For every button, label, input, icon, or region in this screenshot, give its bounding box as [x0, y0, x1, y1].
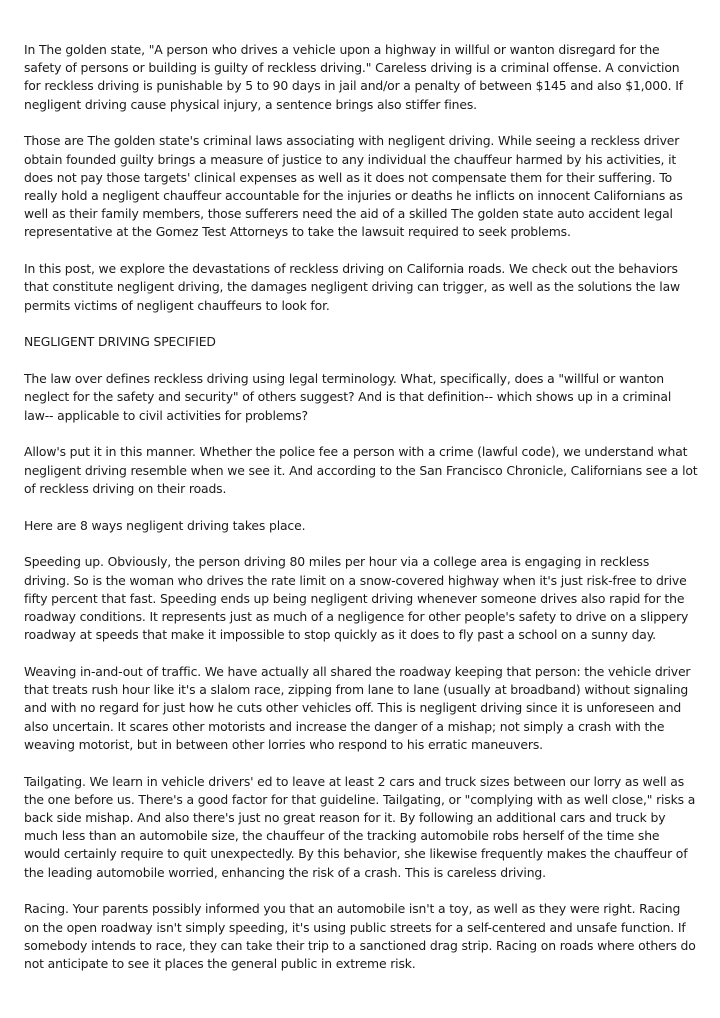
paragraph-weaving: Weaving in-and-out of traffic. We have actually all shared the roadway keeping that person: the vehicle driver that treats rush hour like it's a slalom race, zipping from lane to lane (usually at broadband) without signaling and with no regard for just how he cuts other vehicles off. This is negligent driving since it is unforeseen and also uncertain. It scares other motorists and increase the danger of a mishap; not simply a crash with the weaving motorist, but in between other lorries who respond to his erratic maneuvers.: [24, 664, 691, 752]
paragraph-intro: In The golden state, "A person who drives a vehicle upon a highway in willful or wanton disregard for the safety of persons or building is guilty of reckless driving." Careless driving is a criminal offense. A conviction for reckless driving is punishable by 5 to 90 days in jail and/or a penalty of between $145 and also $1,000. If negligent driving cause physical injury, a sentence brings also stiffer fines.: [24, 42, 683, 112]
paragraph-manner: Allow's put it in this manner. Whether the police fee a person with a crime (lawful code), we understand what negligent driving resemble when we see it. And according to the San Francisco Chronicle, Californians see a lot of reckless driving on their roads.: [24, 444, 698, 496]
paragraph-racing: Racing. Your parents possibly informed you that an automobile isn't a toy, as well as they were right. Racing on the open roadway isn't simply speeding, it's using public streets for a self-centered and unsafe function. If somebody intends to race, they can take their trip to a sanctioned drag strip. Racing on roads where others do not anticipate to see it places the general public in extreme risk.: [24, 901, 696, 972]
paragraph-criminal-laws: Those are The golden state's criminal laws associating with negligent driving. While seeing a reckless driver obtain founded guilty brings a measure of justice to any individual the chauffeur harmed by his activities, it does not pay those targets' clinical expenses as well as it does not compensate them for their suffering. To really hold a negligent chauffeur accountable for the injuries or deaths he inflicts on innocent Californians as well as their family members, those sufferers need the aid of a skilled The golden state auto accident legal representative at the Gomez Test Attorneys to take the lawsuit required to seek problems.: [24, 133, 683, 240]
article-body: [24, 41, 698, 992]
paragraph-definition: The law over defines reckless driving using legal terminology. What, specifically, does a "willful or wanton neglect for the safety and security" of others suggest? And is that definition-- which shows up in a criminal law-- applicable to civil activities for problems?: [24, 371, 672, 423]
paragraph-speeding: Speeding up. Obviously, the person driving 80 miles per hour via a college area is engaging in reckless driving. So is the woman who drives the rate limit on a snow-covered highway when it's just risk-free to drive fifty percent that fast. Speeding ends up being negligent driving whenever someone drives also rapid for the roadway conditions. It represents just as much of a negligence for other people's safety to drive on a slippery roadway at speeds that make it impossible to stop quickly as it does to fly past a school on a sunny day.: [24, 554, 689, 643]
paragraph-tailgating: Tailgating. We learn in vehicle drivers' ed to leave at least 2 cars and truck sizes between our lorry as well as the one before us. There's a good factor for that guideline. Tailgating, or "complying with as well close," risks a back side mishap. And also there's just no great reason for it. By following an additional cars and truck by much less than an automobile size, the chauffeur of the tracking automobile robs herself of the time she would certainly require to quit unexpectedly. By this behavior, she likewise frequently makes the chauffeur of the leading automobile worried, enhancing the risk of a crash. This is careless driving.: [24, 773, 696, 880]
section-heading: NEGLIGENT DRIVING SPECIFIED: [24, 334, 216, 350]
paragraph-post-overview: In this post, we explore the devastations of reckless driving on California roads. We check out the behaviors that constitute negligent driving, the damages negligent driving can trigger, as well as the solutions the law permits victims of negligent chauffeurs to look for.: [24, 261, 680, 313]
paragraph-eight-ways: Here are 8 ways negligent driving takes place.: [24, 517, 306, 533]
